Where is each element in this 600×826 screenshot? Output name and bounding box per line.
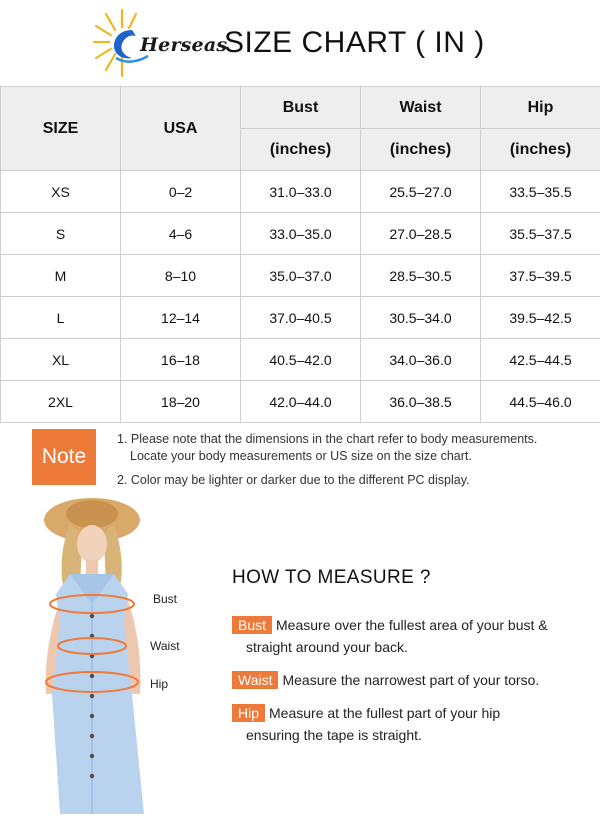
table-row [1,171,600,213]
cell-bust: 31.0–33.0 [241,171,361,213]
brand-logo [92,4,222,80]
model-figure [20,494,190,821]
note-line-1b: Locate your body measurements or US size on the size chart. [117,448,592,465]
cell-usa: 16–18 [121,339,241,381]
cell-bust: 40.5–42.0 [241,339,361,381]
cell-usa: 8–10 [121,255,241,297]
figure-label-bust: Bust [153,592,177,606]
table-row [1,339,600,381]
figure-label-hip: Hip [150,677,168,691]
header-size: SIZE [1,87,121,171]
brand-name: Herseas [140,34,227,56]
table-row [1,297,600,339]
header-unit-hip: (inches) [481,129,600,171]
figure-label-waist: Waist [150,639,180,653]
page-title: SIZE CHART ( IN ) [224,26,485,60]
measure-bust [232,614,594,658]
cell-waist: 30.5–34.0 [361,297,481,339]
hip-text-1: Measure at the fullest part of your hip [269,705,500,721]
note-badge: Note [32,429,96,485]
cell-usa: 0–2 [121,171,241,213]
header-usa: USA [121,87,241,171]
header-hip: Hip [481,87,600,129]
header-unit-bust: (inches) [241,129,361,171]
hip-text-2: ensuring the tape is straight. [232,724,594,746]
cell-size: L [1,297,121,339]
bust-text-1: Measure over the fullest area of your bust & [276,617,548,633]
waist-text: Measure the narrowest part of your torso. [282,672,539,688]
bust-text-2: straight around your back. [232,636,594,658]
header-bust: Bust [241,87,361,129]
note-line-2: 2. Color may be lighter or darker due to the different PC display. [117,472,592,489]
header-unit-waist: (inches) [361,129,481,171]
cell-hip: 35.5–37.5 [481,213,600,255]
cell-waist: 27.0–28.5 [361,213,481,255]
tag-bust: Bust [232,616,272,634]
cell-bust: 37.0–40.5 [241,297,361,339]
tag-hip: Hip [232,704,265,722]
cell-waist: 28.5–30.5 [361,255,481,297]
how-to-measure-title: HOW TO MEASURE ? [232,567,431,589]
cell-size: XS [1,171,121,213]
cell-waist: 25.5–27.0 [361,171,481,213]
cell-waist: 36.0–38.5 [361,381,481,423]
header [0,0,600,86]
cell-hip: 33.5–35.5 [481,171,600,213]
cell-bust: 42.0–44.0 [241,381,361,423]
cell-hip: 39.5–42.5 [481,297,600,339]
cell-size: 2XL [1,381,121,423]
cell-bust: 35.0–37.0 [241,255,361,297]
table-row [1,213,600,255]
size-chart-table [0,86,600,423]
cell-usa: 12–14 [121,297,241,339]
header-waist: Waist [361,87,481,129]
cell-size: M [1,255,121,297]
cell-waist: 34.0–36.0 [361,339,481,381]
cell-hip: 44.5–46.0 [481,381,600,423]
table-row [1,255,600,297]
cell-size: XL [1,339,121,381]
note-line-1: 1. Please note that the dimensions in the chart refer to body measurements. [117,431,592,448]
table-row [1,381,600,423]
measure-hip [232,702,594,746]
cell-usa: 18–20 [121,381,241,423]
cell-hip: 37.5–39.5 [481,255,600,297]
measure-waist [232,669,594,691]
tag-waist: Waist [232,671,278,689]
model-dress-illustration [20,494,190,821]
cell-usa: 4–6 [121,213,241,255]
note-list [117,431,592,489]
cell-hip: 42.5–44.5 [481,339,600,381]
cell-size: S [1,213,121,255]
cell-bust: 33.0–35.0 [241,213,361,255]
